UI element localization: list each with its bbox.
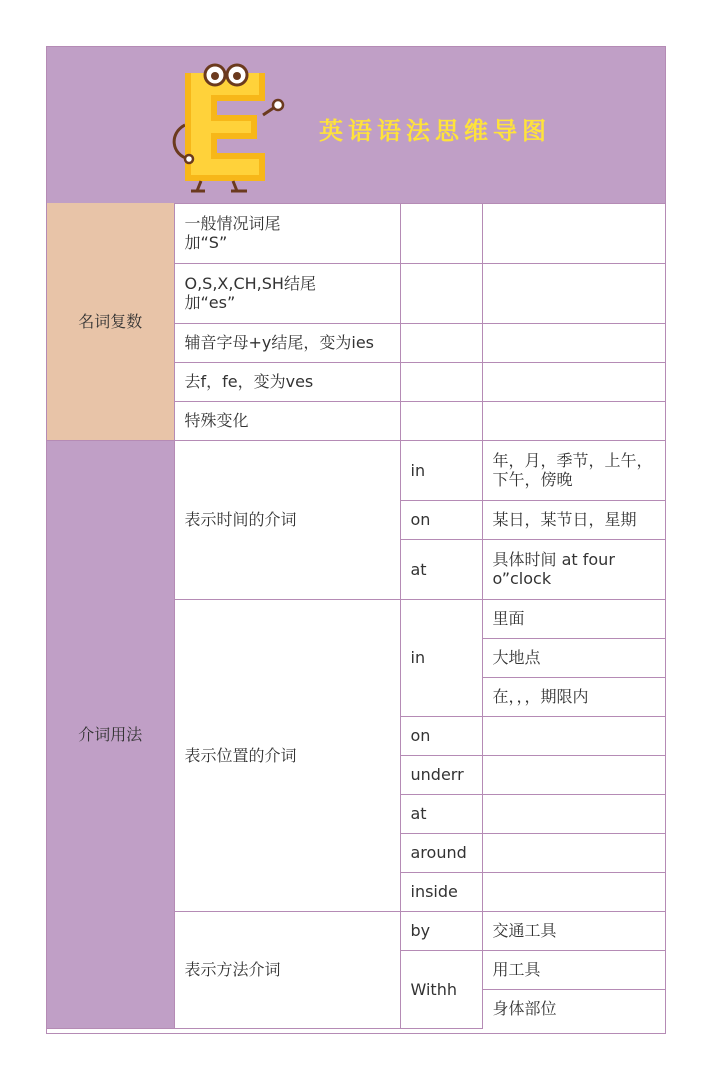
category-prepositions: 介词用法	[47, 440, 174, 1028]
rule-cell: 辅音字母+y结尾，变为ies	[174, 323, 400, 362]
prep-cell: on	[400, 716, 482, 755]
subcategory-method: 表示方法介词	[174, 911, 400, 1028]
empty-cell	[400, 203, 482, 263]
header-banner	[47, 47, 665, 204]
rule-cell	[174, 203, 400, 263]
empty-cell	[482, 794, 665, 833]
table-row	[47, 440, 665, 500]
rule-line: 一般情况词尾	[184, 213, 281, 233]
prep-cell: underr	[400, 755, 482, 794]
rule-cell	[174, 263, 400, 323]
meaning-cell: 具体时间 at four o”clock	[482, 539, 665, 599]
meaning-cell: 里面	[482, 599, 665, 638]
meaning-cell: 用工具	[482, 950, 665, 989]
prep-cell: in	[400, 599, 482, 716]
subcategory-place: 表示位置的介词	[174, 599, 400, 911]
rule-line: 加“es”	[184, 293, 236, 312]
category-noun-plural: 名词复数	[47, 203, 174, 440]
meaning-cell: 大地点	[482, 638, 665, 677]
empty-cell	[482, 263, 665, 323]
empty-cell	[400, 263, 482, 323]
empty-cell	[482, 203, 665, 263]
empty-cell	[482, 755, 665, 794]
meaning-cell: 年，月，季节，上午，下午，傍晚	[482, 440, 665, 500]
meaning-cell: 某日，某节日，星期	[482, 500, 665, 539]
empty-cell	[400, 401, 482, 440]
table-row	[47, 203, 665, 263]
empty-cell	[482, 323, 665, 362]
meaning-cell: 身体部位	[482, 989, 665, 1028]
meaning-cell: 交通工具	[482, 911, 665, 950]
rule-cell: 去f，fe，变为ves	[174, 362, 400, 401]
prep-cell: by	[400, 911, 482, 950]
empty-cell	[482, 401, 665, 440]
empty-cell	[482, 833, 665, 872]
empty-cell	[400, 323, 482, 362]
grammar-table	[47, 203, 665, 1029]
prep-cell: around	[400, 833, 482, 872]
page-title: 英语语法思维导图	[319, 117, 551, 145]
meaning-cell: 在，，，期限内	[482, 677, 665, 716]
subcategory-time: 表示时间的介词	[174, 440, 400, 599]
rule-line: O,S,X,CH,SH结尾	[184, 274, 316, 293]
prep-cell: on	[400, 500, 482, 539]
prep-cell: at	[400, 539, 482, 599]
letter-e-mascot-icon	[167, 63, 297, 193]
empty-cell	[482, 872, 665, 911]
prep-cell: Withh	[400, 950, 482, 1028]
empty-cell	[482, 716, 665, 755]
prep-cell: at	[400, 794, 482, 833]
prep-cell: in	[400, 440, 482, 500]
rule-line: 加“S”	[184, 232, 228, 252]
grammar-mindmap-sheet	[46, 46, 666, 1034]
rule-cell: 特殊变化	[174, 401, 400, 440]
empty-cell	[482, 362, 665, 401]
empty-cell	[400, 362, 482, 401]
prep-cell: inside	[400, 872, 482, 911]
